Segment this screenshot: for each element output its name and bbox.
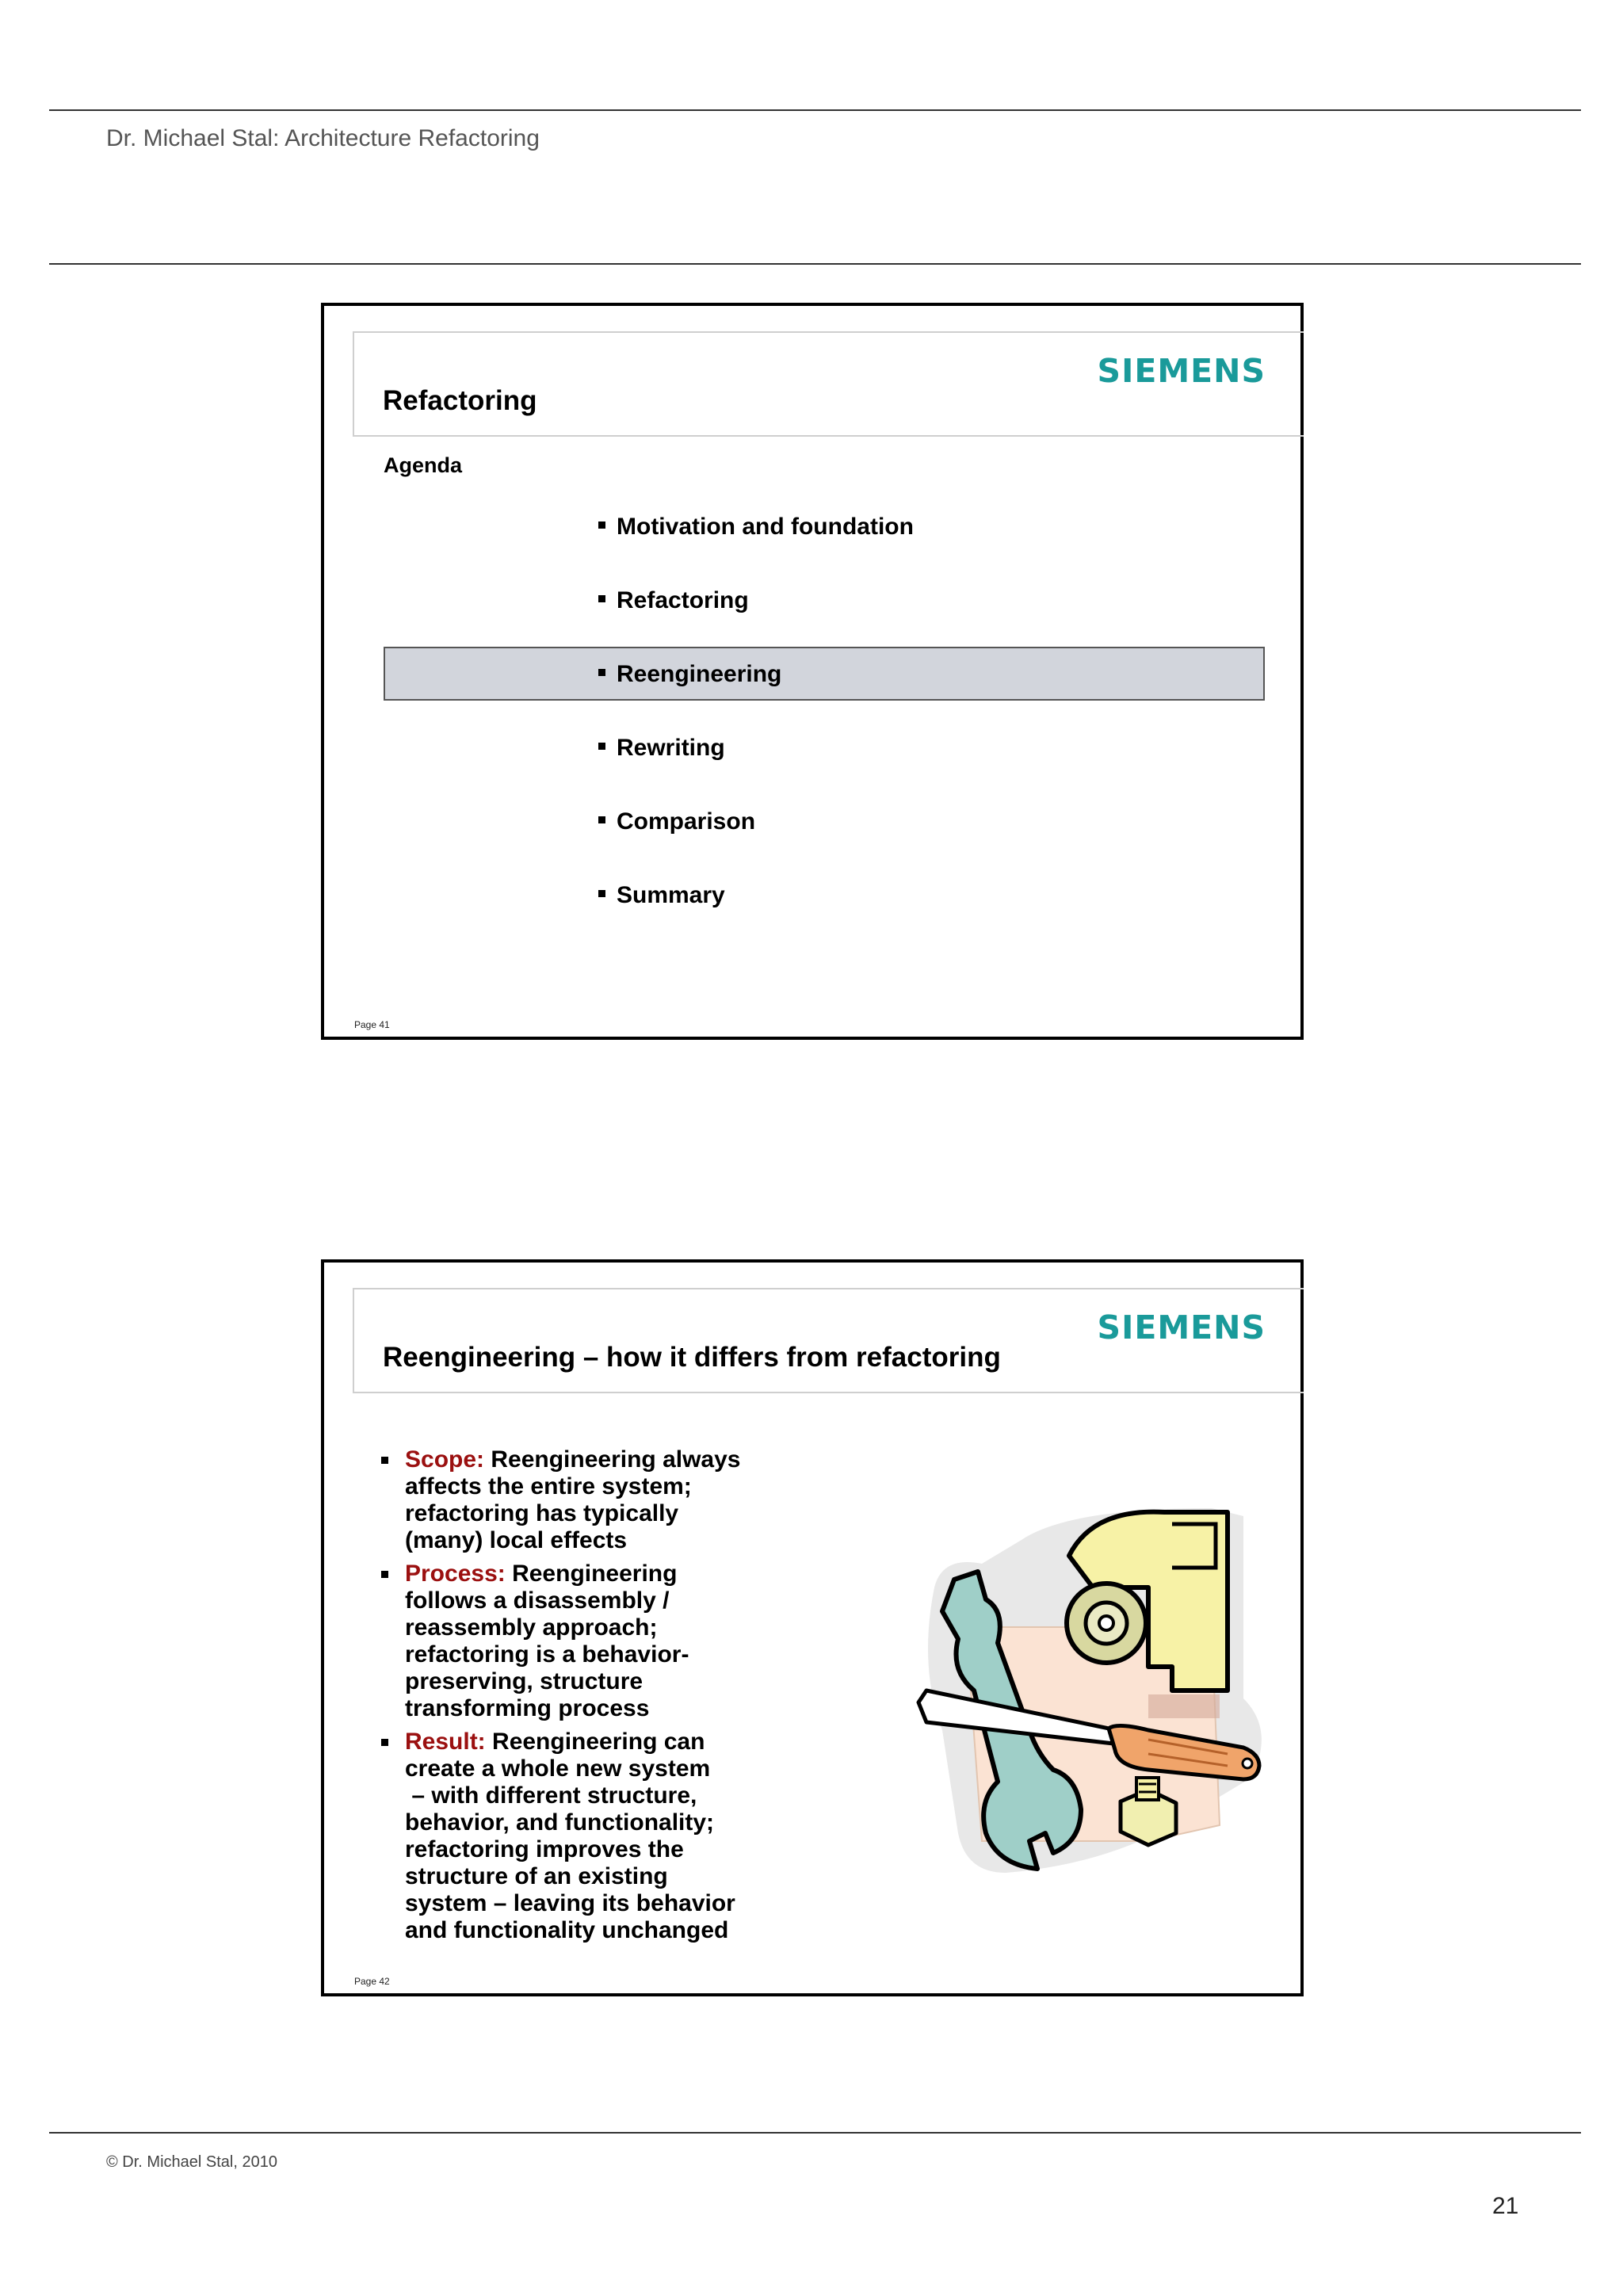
bullet-square-icon [598,669,605,676]
bullet-scope: Scope: Reengineering always affects the entire system; refactoring has typically (many) local effects [381,1446,793,1554]
siemens-logo: SIEMENS [1097,352,1266,390]
bullet-square-icon [598,816,605,823]
header-top-rule [49,109,1581,111]
bullet-square-icon [598,521,605,529]
agenda-item-summary: Summary [598,882,725,909]
slide-title-box [353,331,1304,437]
bullet-result: Result: Reengineering can create a whole new system – with different structure, behavior, and functionality; refactoring improves the structure of an existing system – leaving its behavior and functionality unchanged [381,1729,793,1944]
header-bottom-rule [49,263,1581,265]
slide-page-number: Page 41 [354,1019,390,1030]
document-page-number: 21 [1492,2193,1519,2219]
agenda-item-comparison: Comparison [598,808,755,835]
agenda-highlight-bar [384,647,1265,701]
slide-agenda [321,303,1304,1040]
bullet-square-icon [598,595,605,602]
bullet-process: Process: Reengineering follows a disassembly / reassembly approach; refactoring is a behavior- preserving, structure transforming process [381,1561,793,1722]
copyright-footer: © Dr. Michael Stal, 2010 [106,2153,277,2171]
bullet-square-icon [598,743,605,750]
agenda-item-motivation: Motivation and foundation [598,514,914,541]
agenda-item-rewriting: Rewriting [598,735,725,762]
slide-reengineering [321,1259,1304,1996]
bullet-square-icon [598,890,605,897]
agenda-item-reengineering: Reengineering [598,661,781,688]
slide-page-number: Page 42 [354,1976,390,1987]
bullet-square-icon [381,1457,388,1464]
bullet-list [381,1446,793,1950]
slide-title-box [353,1288,1304,1393]
siemens-logo: SIEMENS [1097,1308,1266,1347]
agenda-item-refactoring: Refactoring [598,587,749,614]
bullet-square-icon [381,1739,388,1746]
footer-rule [49,2132,1581,2134]
agenda-label: Agenda [384,453,463,477]
document-header-title: Dr. Michael Stal: Architecture Refactoring [106,125,540,151]
tools-clipart-icon [911,1492,1283,1904]
slide-title: Refactoring [383,385,537,416]
slide-title: Reengineering – how it differs from refactoring [383,1342,1001,1373]
bullet-square-icon [381,1571,388,1578]
